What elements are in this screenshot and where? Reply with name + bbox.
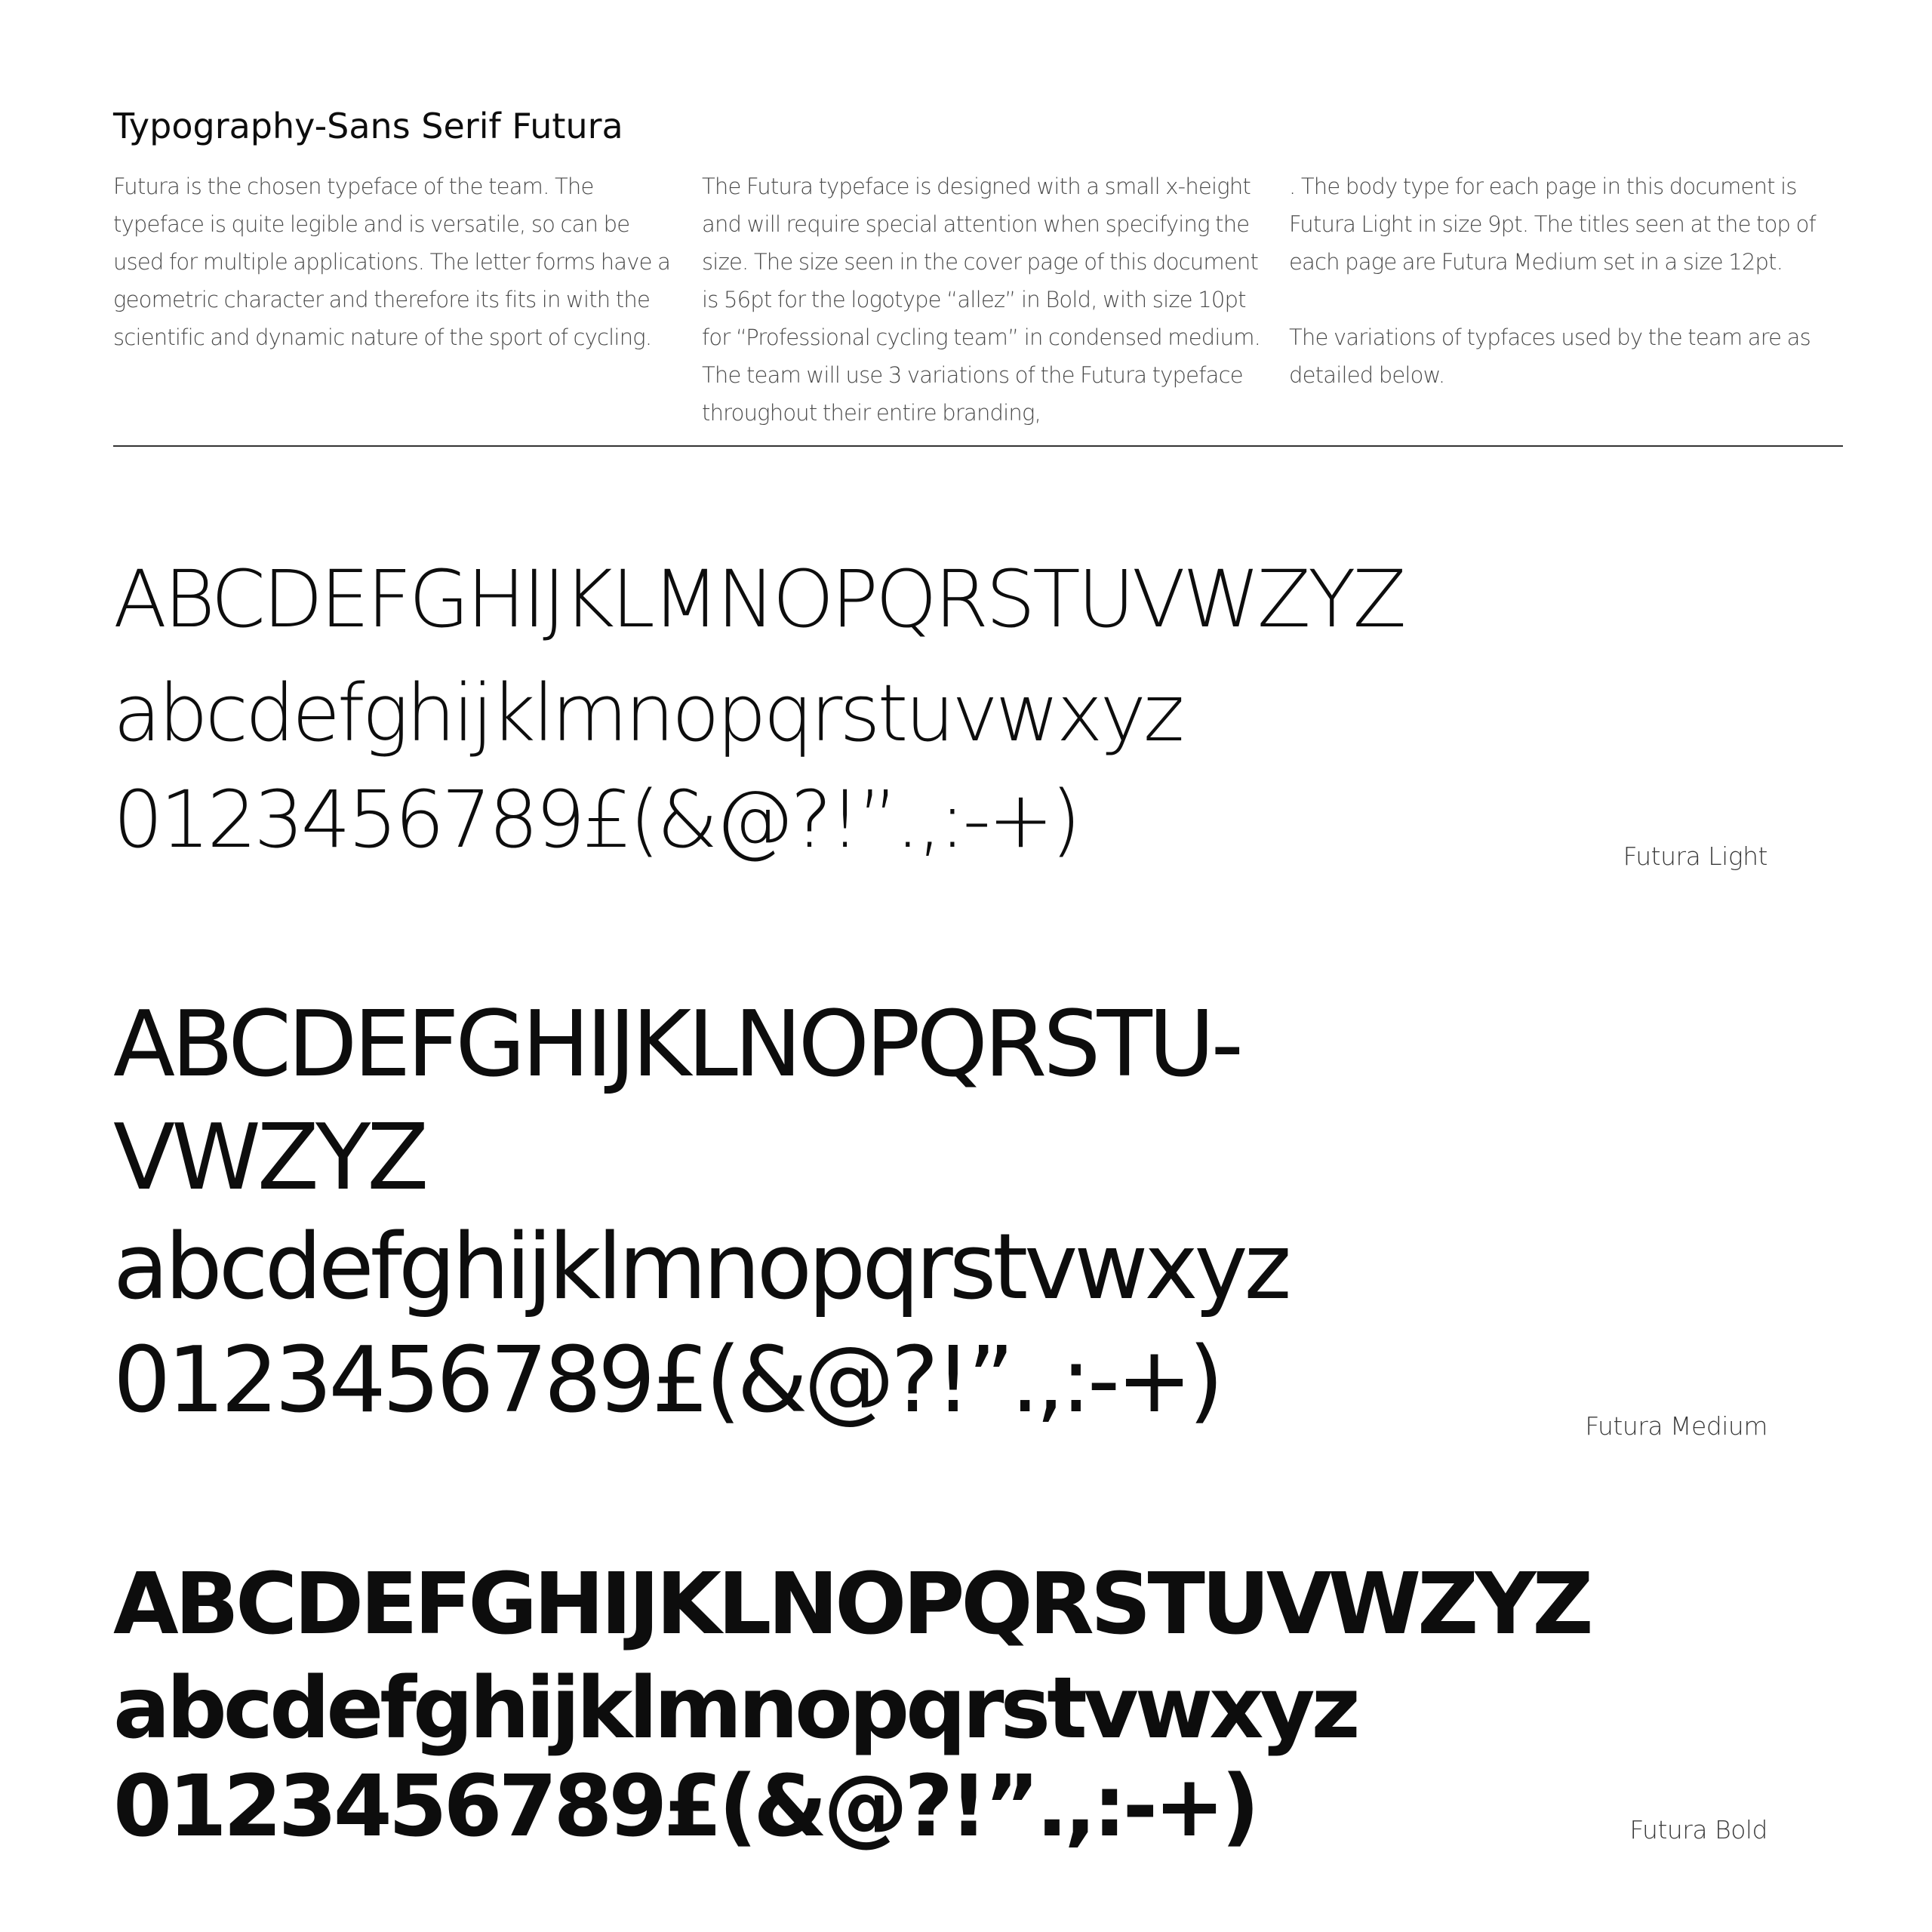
bold-lowercase-specimen: abcdefghijklmnopqrstvwxyz bbox=[113, 1660, 1357, 1758]
intro-paragraph: Futura is the chosen typeface of the team. The typeface is quite legible and is versatile, so can be used for multiple applications. The letter forms have a geometric character and therefore its fits in with the scientific and dynamic nature of the sport of cycling. bbox=[113, 174, 671, 350]
light-lowercase-specimen: abcdefghijklmnopqrstuvwxyz bbox=[113, 667, 1182, 759]
medium-lowercase-specimen: abcdefghijklmnopqrstvwxyz bbox=[113, 1215, 1288, 1320]
medium-caption: Futura Medium bbox=[1585, 1411, 1767, 1441]
light-numerals-specimen: 0123456789£(&@?!”.,:-+) bbox=[113, 774, 1078, 866]
light-caption: Futura Light bbox=[1623, 841, 1767, 871]
light-uppercase-specimen: ABCDEFGHIJKLMNOPQRSTUVWZYZ bbox=[113, 553, 1404, 645]
bold-uppercase-specimen: ABCDEFGHIJKLNOPQRSTUVWZYZ bbox=[113, 1555, 1590, 1654]
bold-numerals-specimen: 0123456789£(&@?!”.,:-+) bbox=[113, 1758, 1257, 1856]
medium-uppercase-specimen-line-2: VWZYZ bbox=[113, 1106, 426, 1211]
intro-paragraph: . The body type for each page in this document is Futura Light in size 9pt. The titles seen at the top of each page are Futura Medium set in a size 12pt. bbox=[1289, 174, 1816, 275]
page-title: Typography-Sans Serif Futura bbox=[113, 106, 623, 146]
intro-column-3 bbox=[1289, 168, 1832, 394]
section-divider bbox=[113, 445, 1843, 447]
bold-caption: Futura Bold bbox=[1629, 1815, 1767, 1844]
intro-column-2 bbox=[702, 168, 1264, 432]
intro-paragraph: The Futura typeface is designed with a small x-height and will require special attention when specifying the size. The size seen in the cover page of this document is 56pt for the logotype “allez” in Bold, with size 10pt for “Professional cycling team” in condensed medium. The team will use 3 variations of the Futura typeface throughout their entire branding, bbox=[702, 174, 1261, 426]
medium-numerals-specimen: 0123456789£(&@?!”.,:-+) bbox=[113, 1328, 1220, 1433]
intro-column-1 bbox=[113, 168, 675, 356]
medium-uppercase-specimen-line-1: ABCDEFGHIJKLNOPQRSTU- bbox=[113, 992, 1240, 1097]
intro-paragraph: The variations of typfaces used by the team are as detailed below. bbox=[1289, 325, 1810, 388]
